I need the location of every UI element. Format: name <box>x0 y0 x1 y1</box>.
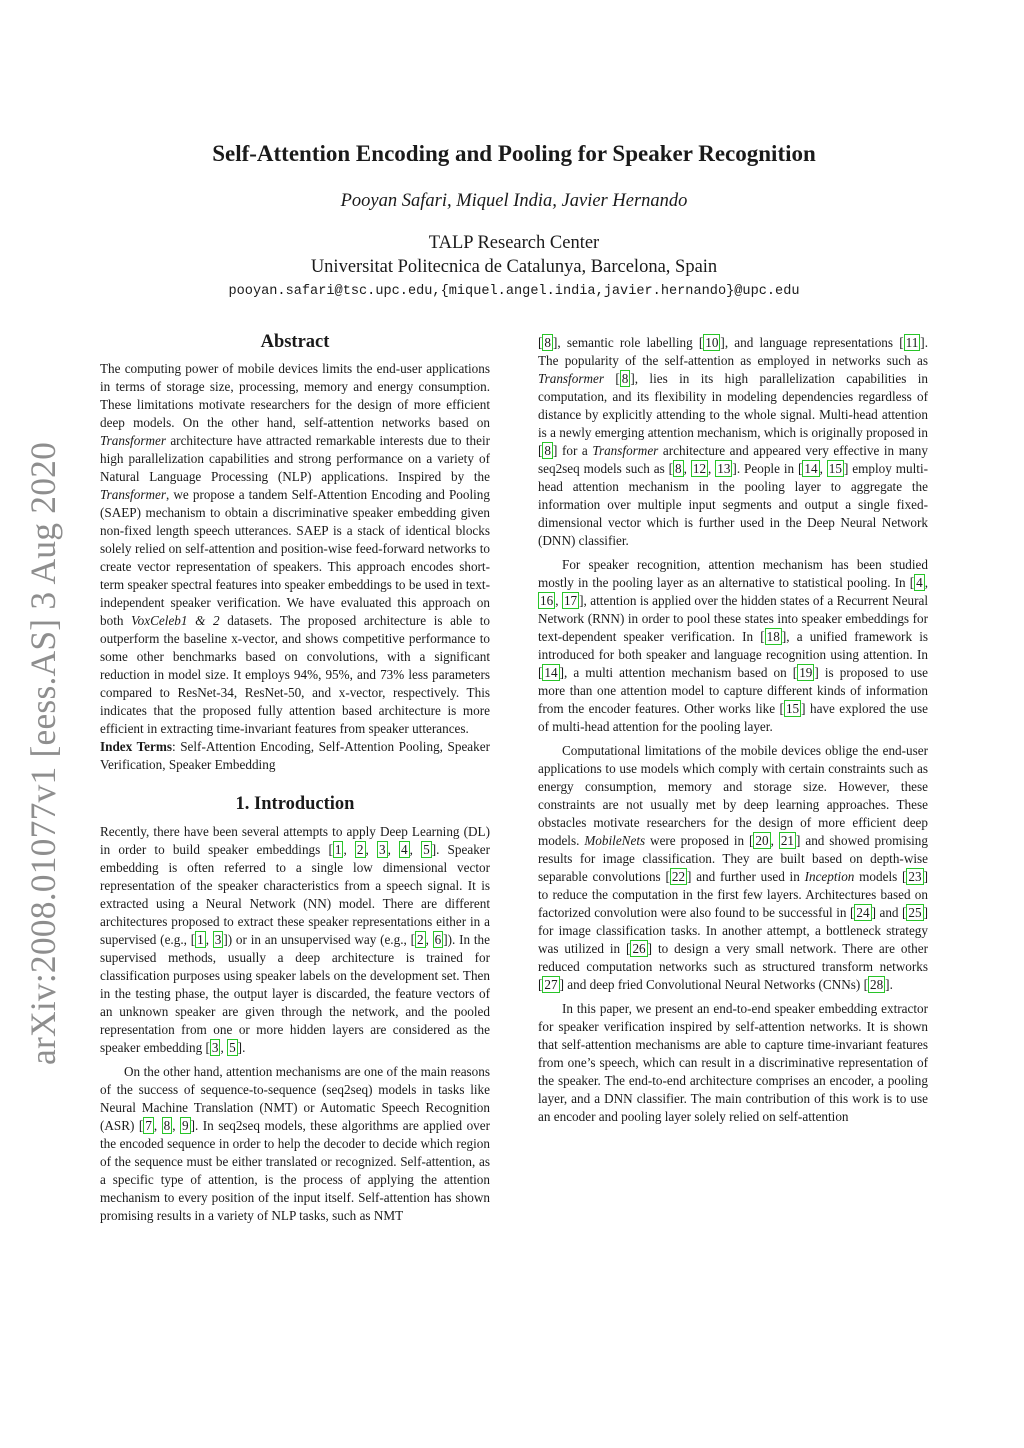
intro-paragraph-2-continued: [ 8 ], semantic role labelling [ 10 ], and language representations [ 11 ]. The popularity of the self-attention as employed in networks such as Transformer [ 8 ], lies in its high parallelization capabilities in computation, and its flexibility in modeling dependencies regardless of distance by explicitly attending to the whole signal. Multi-head attention is a newly emerging attention mechanism, which is originally proposed in [ 8 ] for a Transformer architecture and appeared very effective in many seq2seq models such as [ 8 , 12 , 13 ]. People in [ 14 , 15 ] employ multi-head attention mechanism in the pooling layer to aggregate the information over multiple input segments and output a single fixed-dimensional vector which is further used in the Deep Neural Network (DNN) classifier. <box>538 335 928 548</box>
citation-link[interactable]: 8 <box>544 443 551 458</box>
left-column <box>100 330 490 1225</box>
citation-link[interactable]: 13 <box>717 461 731 476</box>
citation-link[interactable]: 12 <box>692 461 707 476</box>
citation-link[interactable]: 15 <box>785 701 800 716</box>
citation-link[interactable]: 4 <box>401 842 408 857</box>
citation-link[interactable]: 17 <box>563 593 578 608</box>
citation-link[interactable]: 27 <box>544 977 558 992</box>
citation-link[interactable]: 6 <box>434 932 442 947</box>
citation-link[interactable]: 8 <box>544 335 551 350</box>
citation-link[interactable]: 19 <box>799 665 813 680</box>
citation-link[interactable]: 8 <box>621 371 629 386</box>
intro-paragraph-3: For speaker recognition, attention mechanism has been studied mostly in the pooling layer as an alternative to statistical pooling. In [ 4 , 16 , 17 ], attention is applied over the hidden states of a Recurrent Neural Network (RNN) in order to pool these states into speaker embeddings for text-dependent speaker verification. In [ 18 ], a unified framework is introduced for both speaker and language recognition using attention. In [ 14 ], a multi attention mechanism based on [ 19 ] is proposed to use more than one attention model to capture different kinds of information from the encoder features. Other works like [ 15 ] have explored the use of multi-head attention for the pooling layer. <box>538 557 928 734</box>
citation-link[interactable]: 28 <box>869 977 884 992</box>
citation-link[interactable]: 2 <box>356 842 364 857</box>
citation-link[interactable]: 16 <box>540 593 554 608</box>
intro-paragraph-4: Computational limitations of the mobile devices oblige the end-user applications to use models which comply with certain constraints such as energy consumption, memory and storage size. However, these constraints are not usually met by deep learning approaches. These obstacles motivate researchers for the design of more efficient deep models. MobileNets were proposed in [ 20 , 21 ] and showed promising results for image classification. They are built based on depth-wise separable convolutions [ 22 ] and further used in Inception models [ 23 ] to reduce the computation in the first few layers. Architectures based on factorized convolution were also found to be successful in [ 24 ] and [ 25 ] for image classification tasks. In another attempt, a bottleneck strategy was utilized in [ 26 ] to design a very small network. There are other reduced computation networks such as structured transform networks [ 27 ] and deep fried Convolutional Neural Networks (CNNs) [ 28 ]. <box>538 743 928 992</box>
intro-paragraph-5: In this paper, we present an end-to-end speaker embedding extractor for speaker verification inspired by self-attention networks. It is shown that self-attention mechanisms are able to capture time-invariant features from one’s speech, which can result in a discriminative representation of the speaker. The end-to-end architecture comprises an encoder, a pooling layer, and a DNN classifier. The main contribution of this work is to use an encoder and pooling layer solely relied on self-attention <box>538 1001 928 1124</box>
citation-link[interactable]: 22 <box>671 869 686 884</box>
citation-link[interactable]: 26 <box>632 941 646 956</box>
intro-paragraph-1: Recently, there have been several attempts to apply Deep Learning (DL) in order to build speaker embeddings [ 1 , 2 , 3 , 4 , 5 ]. Speaker embedding is often referred to a single low dimensional vector representation of the speaker characteristics from a speech signal. It is extracted using a Neural Network (NN) model. There are different architectures proposed to extract these speaker representations either in a supervised (e.g., [ 1 , 3 ]) or in an unsupervised way (e.g., [ 2 , 6 ]). In the supervised methods, usually a deep architecture is trained for classification purposes using speaker labels on the development set. Then in the testing phase, the output layer is discarded, the feature vectors of an unknown speaker are given through the network, and the pooled representation from one or more hidden layers are considered as the speaker embedding [ 3 , 5 ]. <box>100 824 491 1055</box>
citation-link[interactable]: 7 <box>145 1118 152 1133</box>
citation-link[interactable]: 25 <box>908 905 922 920</box>
affiliation-line-1: TALP Research Center <box>428 233 600 253</box>
citation-link[interactable]: 18 <box>766 629 780 644</box>
author-list: Pooyan Safari, Miquel India, Javier Hernando <box>340 191 688 211</box>
citation-link[interactable]: 14 <box>804 461 818 476</box>
citation-link[interactable]: 23 <box>908 869 922 884</box>
citation-link[interactable]: 20 <box>755 833 769 848</box>
intro-paragraph-2: On the other hand, attention mechanisms are one of the main reasons of the success of sequence-to-sequence (seq2seq) models in tasks like Neural Machine Translation (NMT) or Automatic Speech Recognition (ASR) [ 7 , 8 , 9 ]. In seq2seq models, these algorithms are applied over the encoded sequence in order to help the decoder to decide which region of the sequence must be either translated or recognized. Self-attention, as a specific type of attention, is the process of applying the attention mechanism to every position of the input itself. Self-attention has shown promising results in a variety of NLP tasks, such as NMT <box>100 1064 491 1223</box>
citation-link[interactable]: 21 <box>780 833 795 848</box>
citation-link[interactable]: 24 <box>856 905 870 920</box>
citation-link[interactable]: 10 <box>705 335 719 350</box>
citation-link[interactable]: 3 <box>214 932 222 947</box>
citation-link[interactable]: 8 <box>163 1118 171 1133</box>
right-column <box>538 334 928 1126</box>
arxiv-side-stamp: arXiv:2008.01077v1 [eess.AS] 3 Aug 2020 <box>23 441 63 1065</box>
author-emails: pooyan.safari@tsc.upc.edu,{miquel.angel.india,javier.hernando}@upc.edu <box>228 284 800 299</box>
paper-title: Self-Attention Encoding and Pooling for Speaker Recognition <box>212 141 816 166</box>
abstract-text: The computing power of mobile devices limits the end-user applications in terms of storage size, processing, memory and energy consumption. These limitations motivate researchers for the design of more efficient deep models. On the other hand, self-attention networks based on Transformer architecture have attracted remarkable interests due to their high parallelization capabilities and strong performance on a variety of Natural Language Processing (NLP) applications. Inspired by the Transformer, we propose a tandem Self-Attention Encoding and Pooling (SAEP) mechanism to obtain a discriminative speaker embedding given non-fixed length speech utterances. SAEP is a stack of identical blocks solely relied on self-attention and position-wise feed-forward networks to create vector representation of speakers. This approach encodes short-term speaker spectral features into speaker embeddings to be used in text-independent speaker verification. We have evaluated this approach on both VoxCeleb1 & 2 datasets. The proposed architecture is able to outperform the baseline x-vector, and shows competitive performance to some other benchmarks based on convolutions, with a significant reduction in model size. It employs 94%, 95%, and 73% less parameters compared to ResNet-34, ResNet-50, and x-vector, respectively. This indicates that the proposed fully attention based architecture is more efficient in extracting time-invariant features from speaker utterances. <box>100 361 490 736</box>
citation-link[interactable]: 3 <box>378 842 386 857</box>
citation-link[interactable]: 4 <box>916 575 923 590</box>
citation-link[interactable]: 3 <box>211 1040 219 1055</box>
citation-link[interactable]: 11 <box>905 335 919 350</box>
citation-link[interactable]: 14 <box>544 665 558 680</box>
citation-link[interactable]: 1 <box>334 842 342 857</box>
citation-link[interactable]: 2 <box>416 932 424 947</box>
citation-link[interactable]: 5 <box>423 842 430 857</box>
introduction-heading: 1. Introduction <box>235 794 355 814</box>
citation-link[interactable]: 8 <box>675 461 682 476</box>
citation-link[interactable]: 15 <box>828 461 842 476</box>
citation-link[interactable]: 9 <box>182 1118 189 1133</box>
citation-link[interactable]: 1 <box>197 932 204 947</box>
index-terms: Index Terms: Self-Attention Encoding, Self-Attention Pooling, Speaker Verification, Speaker Embedding <box>100 739 490 772</box>
affiliation-line-2: Universitat Politecnica de Catalunya, Barcelona, Spain <box>310 257 718 277</box>
abstract-heading: Abstract <box>260 332 330 352</box>
citation-link[interactable]: 5 <box>229 1040 236 1055</box>
